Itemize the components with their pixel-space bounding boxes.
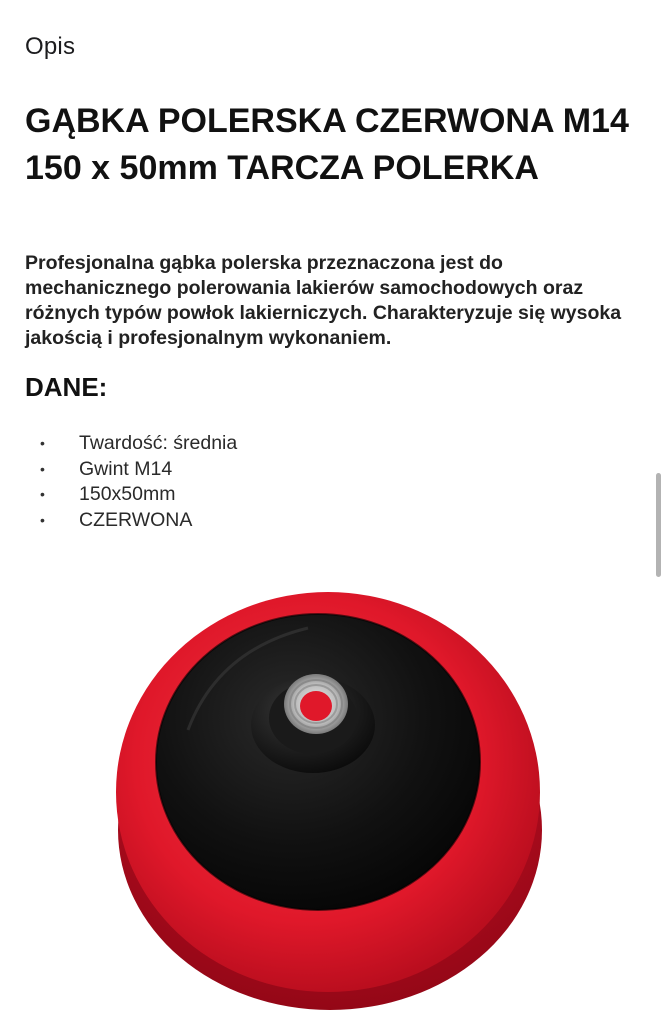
section-label: Opis [25, 33, 76, 60]
spec-item-label: Twardość: średnia [79, 432, 238, 454]
scrollbar[interactable] [656, 473, 661, 577]
specs-heading: DANE: [25, 372, 108, 402]
spec-item-color [25, 508, 237, 534]
spec-item-label: 150x50mm [79, 483, 176, 505]
specs-list [25, 431, 237, 533]
product-description: Profesjonalna gąbka polerska przeznaczona jest do mechanicznego polerowania lakierów samochodowych oraz różnych typów powłok lakierniczych. Charakteryzuje się wysoka jakością i profesjonalnym wykonaniem. [25, 252, 622, 349]
spec-item-label: CZERWONA [79, 508, 193, 531]
product-title: GĄBKA POLERSKA CZERWONA M14 150 x 50mm TARCZA POLERKA [25, 102, 629, 187]
spec-item-size [25, 482, 237, 508]
bullet-icon: • [40, 486, 45, 502]
product-image [108, 580, 558, 1020]
bullet-icon: • [40, 435, 45, 451]
bullet-icon: • [40, 460, 45, 477]
spec-item-label: Gwint M14 [79, 457, 173, 480]
bullet-icon: • [40, 511, 45, 528]
spec-item-thread [25, 457, 237, 483]
spec-item-hardness [25, 431, 237, 457]
